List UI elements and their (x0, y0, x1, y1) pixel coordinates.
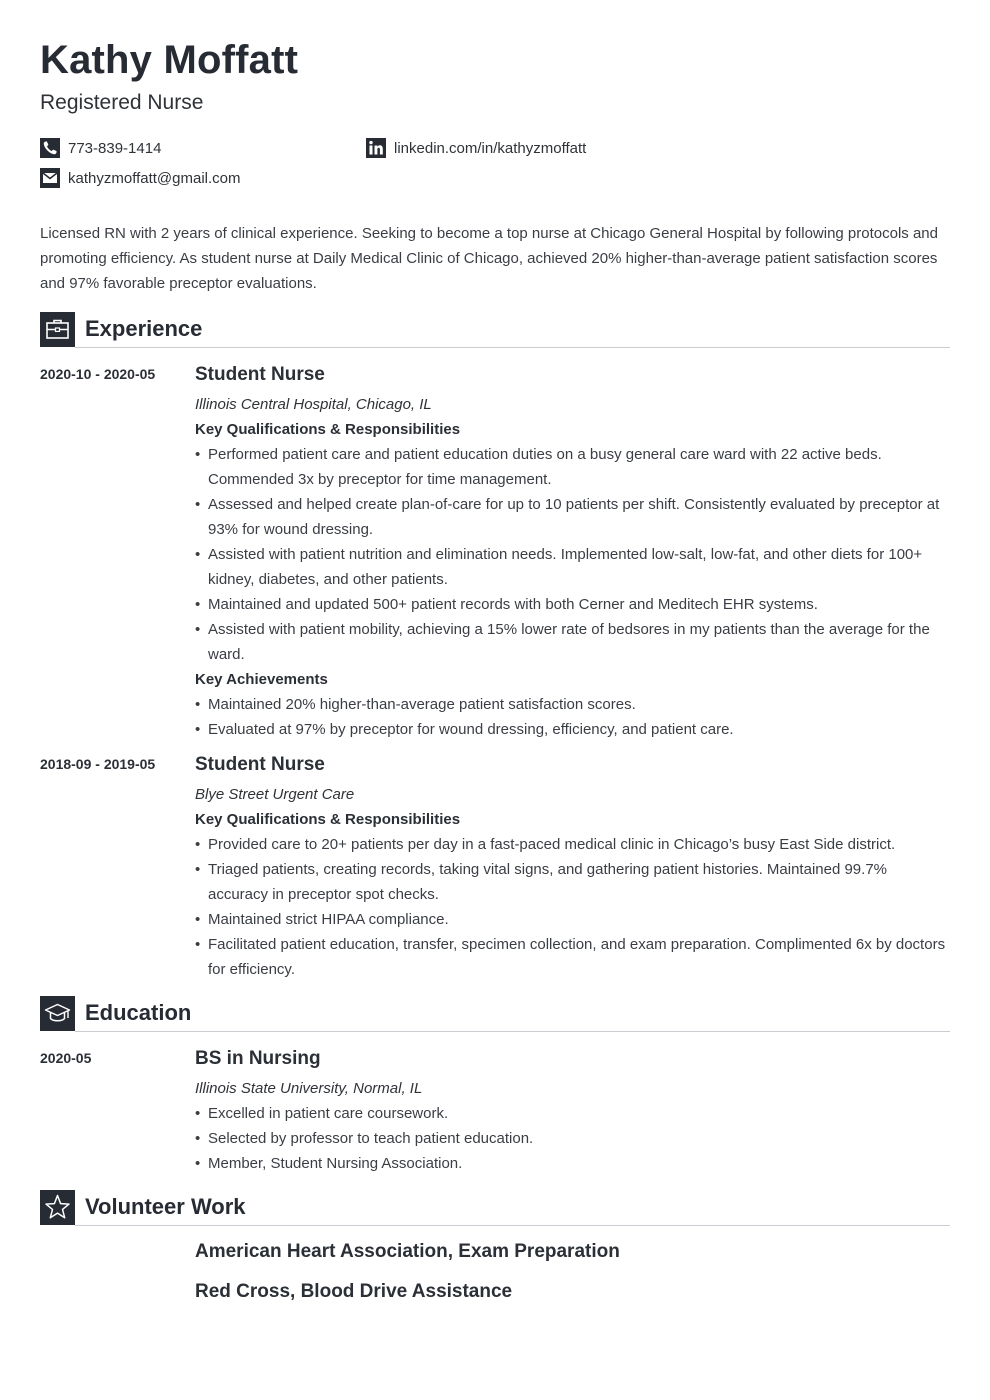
list-item: • Provided care to 20+ patients per day in a fast-paced medical clinic in Chicago’s busy East Side district. (195, 832, 950, 857)
star-icon (40, 1190, 75, 1225)
list-item: • Member, Student Nursing Association. (195, 1151, 950, 1176)
section-divider (75, 347, 950, 348)
achievements-heading: Key Achievements (195, 671, 328, 688)
list-item: • Selected by professor to teach patient education. (195, 1126, 950, 1151)
list-item: • Triaged patients, creating records, taking vital signs, and gathering patient histories. Maintained 99.7% accuracy in preceptor spot checks. (195, 857, 950, 907)
education-section-header (40, 996, 950, 1032)
phone-text[interactable]: 773-839-1414 (68, 139, 162, 157)
list-item: • Performed patient care and patient education duties on a busy general care ward with 22 active beds. Commended 3x by preceptor for time management. (195, 442, 950, 492)
school: Illinois State University, Normal, IL (195, 1080, 423, 1097)
candidate-title: Registered Nurse (40, 91, 204, 114)
volunteer-item: Red Cross, Blood Drive Assistance (195, 1281, 513, 1302)
job-organization: Illinois Central Hospital, Chicago, IL (195, 396, 432, 413)
entry-date: 2018-09 - 2019-05 (40, 756, 156, 772)
graduation-cap-icon (40, 996, 75, 1031)
briefcase-icon (40, 312, 75, 347)
contact-email (40, 168, 241, 188)
degree: BS in Nursing (195, 1048, 321, 1069)
education-heading: Education (85, 1000, 192, 1025)
list-item: • Maintained 20% higher-than-average patient satisfaction scores. (195, 692, 950, 717)
achievements-list (195, 692, 950, 742)
entry-date: 2020-10 - 2020-05 (40, 366, 156, 382)
volunteer-section-header (40, 1190, 950, 1226)
email-icon (40, 168, 60, 188)
list-item: • Maintained and updated 500+ patient records with both Cerner and Meditech EHR systems. (195, 592, 950, 617)
qualifications-heading: Key Qualifications & Responsibilities (195, 421, 461, 438)
entry-body (195, 363, 950, 742)
linkedin-icon (366, 138, 386, 158)
section-divider (75, 1225, 950, 1226)
list-item: • Facilitated patient education, transfer, specimen collection, and exam preparation. Complimented 6x by doctors for efficiency. (195, 932, 950, 982)
job-role: Student Nurse (195, 364, 325, 385)
entry-date: 2020-05 (40, 1050, 92, 1066)
experience-heading: Experience (85, 316, 203, 341)
profile-summary: Licensed RN with 2 years of clinical experience. Seeking to become a top nurse at Chicago General Hospital by following protocols and promoting efficiency. As student nurse at Daily Medical Clinic of Chicago, achieved 20% higher-than-average patient satisfaction scores and 97% favorable preceptor evaluations. (40, 225, 938, 292)
candidate-name: Kathy Moffatt (40, 38, 299, 82)
list-item: • Evaluated at 97% by preceptor for wound dressing, efficiency, and patient care. (195, 717, 950, 742)
volunteer-heading: Volunteer Work (85, 1194, 246, 1219)
contact-phone (40, 138, 161, 158)
list-item: • Assisted with patient mobility, achieving a 15% lower rate of bedsores in my patients than the average for the ward. (195, 617, 950, 667)
job-role: Student Nurse (195, 754, 325, 775)
qualifications-list (195, 442, 950, 667)
list-item: • Excelled in patient care coursework. (195, 1101, 950, 1126)
experience-section-header (40, 312, 950, 348)
list-item: • Maintained strict HIPAA compliance. (195, 907, 950, 932)
qualifications-heading: Key Qualifications & Responsibilities (195, 811, 461, 828)
email-text[interactable]: kathyzmoffatt@gmail.com (68, 169, 241, 187)
linkedin-text[interactable]: linkedin.com/in/kathyzmoffatt (394, 139, 587, 157)
list-item: • Assisted with patient nutrition and elimination needs. Implemented low-salt, low-fat, and other diets for 100+ kidney, diabetes, and other patients. (195, 542, 950, 592)
job-organization: Blye Street Urgent Care (195, 786, 355, 803)
contact-linkedin (366, 138, 586, 158)
volunteer-item: American Heart Association, Exam Preparation (195, 1241, 620, 1262)
section-divider (75, 1031, 950, 1032)
education-list (195, 1101, 950, 1176)
list-item: • Assessed and helped create plan-of-care for up to 10 patients per shift. Consistently evaluated by preceptor at 93% for wound dressing. (195, 492, 950, 542)
entry-body (195, 1047, 950, 1176)
phone-icon (40, 138, 60, 158)
entry-body (195, 753, 950, 982)
qualifications-list (195, 832, 950, 982)
